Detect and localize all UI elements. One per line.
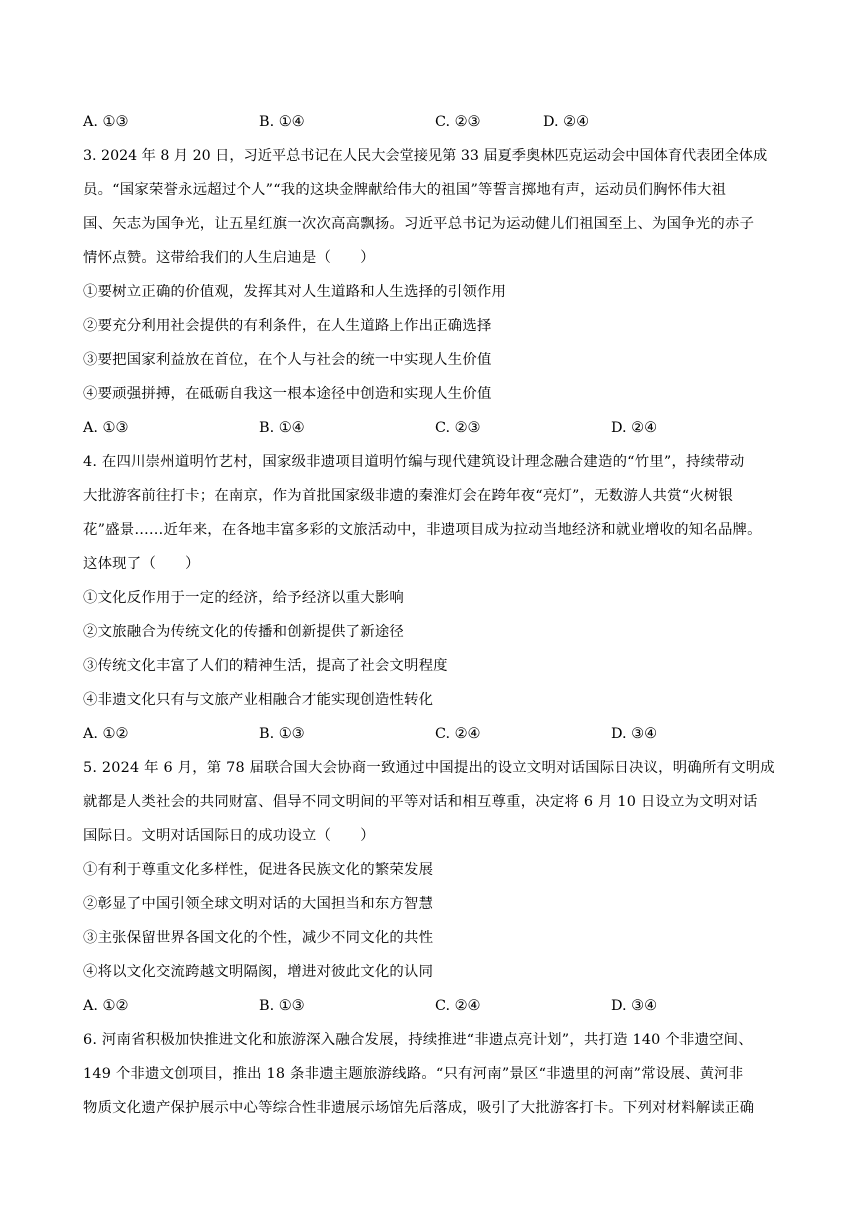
q3-option-b: B. ①④ [259,420,305,436]
q3-item: ③要把国家利益放在首位，在个人与社会的统一中实现人生价值 [83,352,492,368]
q5-options [83,996,783,1016]
q3-options [83,418,783,438]
q2-option-c: C. ②③ [435,114,481,130]
q4-option-b: B. ①③ [259,726,305,742]
q5-item: ①有利于尊重文化多样性，促进各民族文化的繁荣发展 [83,862,434,878]
q5-item: ③主张保留世界各国文化的个性，减少不同文化的共性 [83,930,434,946]
q4-option-c: C. ②④ [435,726,481,742]
q2-option-d: D. ②④ [543,114,589,130]
q2-option-b: B. ①④ [259,114,305,130]
q3-stem-line: 3. 2024 年 8 月 20 日，习近平总书记在人民大会堂接见第 33 届夏季奥林匹克运动会中国体育代表团全体成 [83,148,768,164]
q4-stem-line: 大批游客前往打卡；在南京，作为首批国家级非遗的秦淮灯会在跨年夜“亮灯”，无数游人共赏“火树银 [83,488,734,504]
q3-option-a: A. ①③ [83,420,129,436]
q3-stem-line: 情怀点赞。这带给我们的人生启迪是（ ） [83,250,375,266]
q3-stem-line: 员。“国家荣誉永远超过个人”“我的这块金牌献给伟大的祖国”等誓言掷地有声，运动员们胸怀伟大祖 [83,182,727,198]
q5-stem-line: 5. 2024 年 6 月，第 78 届联合国大会协商一致通过中国提出的设立文明对话国际日决议，明确所有文明成 [83,760,775,776]
q4-option-d: D. ③④ [611,726,657,742]
q6-stem-line: 6. 河南省积极加快推进文化和旅游深入融合发展，持续推进“非遗点亮计划”，共打造 140 个非遗空间、 [83,1032,753,1048]
q3-option-d: D. ②④ [611,420,657,436]
q4-stem-line: 4. 在四川崇州道明竹艺村，国家级非遗项目道明竹编与现代建筑设计理念融合建造的“竹里”，持续带动 [83,454,745,470]
q3-stem-line: 国、矢志为国争光，让五星红旗一次次高高飘扬。习近平总书记为运动健儿们祖国至上、为国争光的赤子 [83,216,755,232]
q4-item: ①文化反作用于一定的经济，给予经济以重大影响 [83,590,404,606]
q4-stem-line: 这体现了（ ） [83,556,200,572]
q3-option-c: C. ②③ [435,420,481,436]
q5-option-a: A. ①② [83,998,129,1014]
q5-item: ②彰显了中国引领全球文明对话的大国担当和东方智慧 [83,896,434,912]
q2-options [83,112,783,132]
q3-item: ②要充分利用社会提供的有利条件，在人生道路上作出正确选择 [83,318,492,334]
q4-item: ③传统文化丰富了人们的精神生活，提高了社会文明程度 [83,658,448,674]
q4-option-a: A. ①② [83,726,129,742]
q5-option-b: B. ①③ [259,998,305,1014]
q6-stem-line: 149 个非遗文创项目，推出 18 条非遗主题旅游线路。“只有河南”景区“非遗里的河南”常设展、黄河非 [83,1066,744,1082]
q5-item: ④将以文化交流跨越文明隔阂，增进对彼此文化的认同 [83,964,434,980]
q2-option-a: A. ①③ [83,114,129,130]
q4-item: ②文旅融合为传统文化的传播和创新提供了新途径 [83,624,404,640]
q4-item: ④非遗文化只有与文旅产业相融合才能实现创造性转化 [83,692,434,708]
q3-item: ①要树立正确的价值观，发挥其对人生道路和人生选择的引领作用 [83,284,507,300]
q6-stem-line: 物质文化遗产保护展示中心等综合性非遗展示场馆先后落成，吸引了大批游客打卡。下列对材料解读正确 [83,1100,755,1116]
q4-stem-line: 花”盛景……近年来，在各地丰富多彩的文旅活动中，非遗项目成为拉动当地经济和就业增收的知名品牌。 [83,522,762,538]
q4-options [83,724,783,744]
q5-stem-line: 国际日。文明对话国际日的成功设立（ ） [83,828,375,844]
q5-stem-line: 就都是人类社会的共同财富、倡导不同文明间的平等对话和相互尊重，决定将 6 月 10 日设立为文明对话 [83,794,758,810]
q5-option-c: C. ②④ [435,998,481,1014]
q5-option-d: D. ③④ [611,998,657,1014]
q3-item: ④要顽强拼搏，在砥砺自我这一根本途径中创造和实现人生价值 [83,386,492,402]
